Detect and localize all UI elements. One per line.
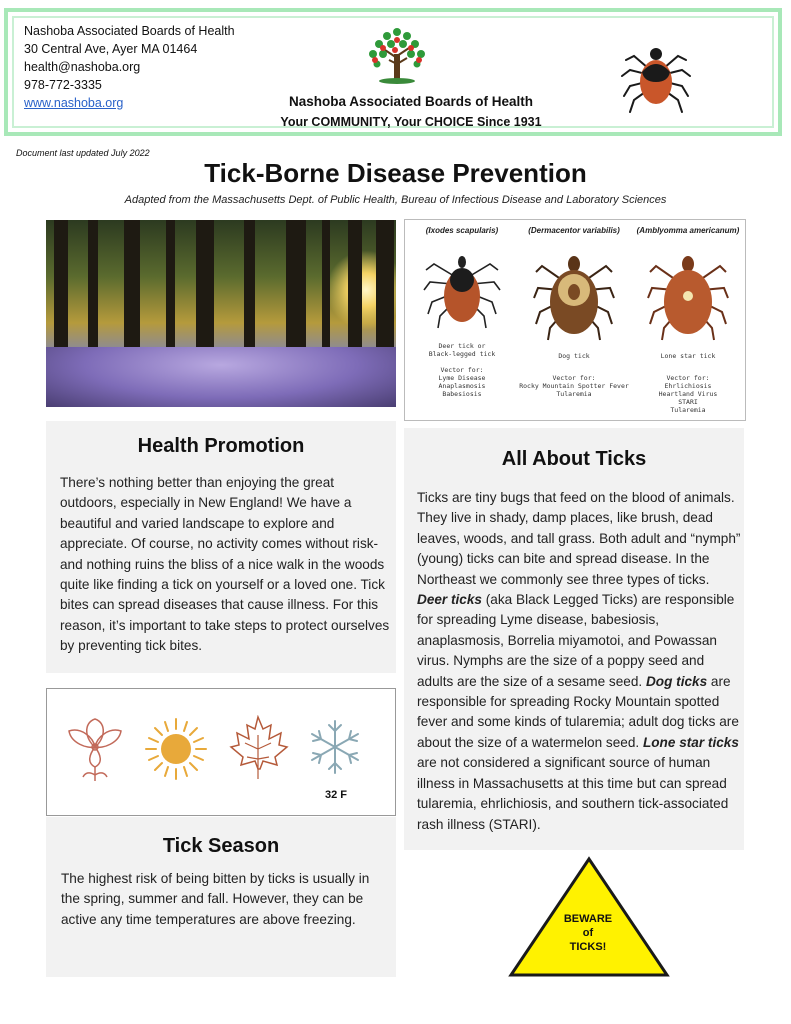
beware-line-3: TICKS! bbox=[569, 941, 607, 953]
contact-address: 30 Central Ave, Ayer MA 01464 bbox=[24, 42, 198, 56]
tick-name-1: Dog tick bbox=[558, 352, 590, 360]
seasons-figure bbox=[46, 688, 396, 816]
deer-tick-icon bbox=[422, 240, 502, 340]
letterhead bbox=[4, 8, 782, 136]
tick-name-1: Deer tick or bbox=[438, 342, 486, 350]
tick-col-dog bbox=[519, 220, 629, 398]
beware-sign-text bbox=[540, 912, 636, 954]
tick-logo-icon bbox=[620, 38, 692, 118]
forest-photo bbox=[46, 220, 396, 407]
page-title: Tick-Borne Disease Prevention bbox=[204, 158, 587, 188]
contact-org: Nashoba Associated Boards of Health bbox=[24, 24, 235, 38]
tick-season-body: The highest risk of being bitten by ticks is usually in the spring, summer and fall. However, they can be active any time temperatures are above freezing. bbox=[61, 871, 370, 927]
flower-icon bbox=[67, 717, 123, 783]
about-ticks-heading: All About Ticks bbox=[501, 448, 647, 470]
vector-label: Vector for: bbox=[552, 374, 596, 382]
tick-species: (Ixodes scapularis) bbox=[425, 226, 499, 235]
sun-icon bbox=[143, 717, 209, 781]
tick-species: (Amblyomma americanum) bbox=[636, 226, 740, 235]
tree-logo-icon bbox=[365, 24, 429, 86]
vector-label: Vector for: bbox=[440, 366, 484, 374]
disease: Tularemia bbox=[556, 390, 592, 398]
tick-species: (Dermacentor variabilis) bbox=[528, 226, 620, 235]
maple-leaf-icon bbox=[227, 715, 289, 781]
about-ticks-body bbox=[417, 488, 743, 835]
disease: Ehrlichiosis bbox=[664, 382, 712, 390]
disease: Anaplasmosis bbox=[438, 382, 486, 390]
tick-col-lone-star bbox=[633, 220, 743, 414]
disease: Lyme Disease bbox=[438, 374, 486, 382]
health-promotion-body: There’s nothing better than enjoying the great outdoors, especially in New England! We have a beautiful and varied landscape to explore and appreciate. Of course, no activity comes without risk- and nothing ruins the bliss of a nice walk in the woods quite like finding a tick on yourself or a loved one. Tick bites can spread diseases that cause illness. For this reason, it’s important to take steps to protect ourselves by preventing tick bites. bbox=[60, 475, 390, 654]
org-tagline: Your COMMUNITY, Your CHOICE Since 1931 bbox=[280, 115, 542, 129]
disease: Heartland Virus bbox=[658, 390, 718, 398]
disease: Rocky Mountain Spotter Fever bbox=[519, 382, 629, 390]
tick-name-1: Lone star tick bbox=[660, 352, 716, 360]
beware-line-1: BEWARE bbox=[563, 913, 613, 925]
org-name: Nashoba Associated Boards of Health bbox=[288, 94, 534, 109]
disease: STARI bbox=[678, 398, 698, 406]
about-text: (aka Black Legged Ticks) are responsible for spreading Lyme disease, babesiosis, anaplasmosis, Borrelia miyamotoi, and Powassan virus. Nymphs are the size of a poppy seed and adults are the size of a sesame seed. bbox=[417, 592, 735, 689]
temperature-label: 32 F bbox=[325, 789, 348, 801]
contact-phone: 978-772-3335 bbox=[24, 78, 102, 92]
about-text: are not considered a significant source of human illness in Massachusetts at this time but can spread tularemia, ehrlichiosis, and southern tick-associated rash illness (STARI). bbox=[417, 755, 729, 832]
org-title-block bbox=[276, 92, 546, 132]
contact-email: health@nashoba.org bbox=[24, 60, 141, 74]
dog-ticks-emphasis: Dog ticks bbox=[645, 673, 708, 689]
health-promotion-panel bbox=[46, 421, 396, 673]
vector-label: Vector for: bbox=[666, 374, 710, 382]
website-link[interactable]: www.nashoba.org bbox=[24, 96, 124, 110]
last-updated-note: Document last updated July 2022 bbox=[16, 148, 150, 158]
bluebell-ground bbox=[46, 347, 396, 407]
page-subtitle: Adapted from the Massachusetts Dept. of Public Health, Bureau of Infectious Disease and Laboratory Sciences bbox=[124, 194, 667, 206]
contact-block bbox=[24, 22, 235, 112]
tick-season-heading: Tick Season bbox=[162, 835, 280, 857]
tick-col-deer bbox=[407, 220, 517, 398]
deer-ticks-emphasis: Deer ticks bbox=[417, 592, 482, 608]
lone-star-tick-icon bbox=[646, 240, 730, 350]
beware-line-2: of bbox=[582, 927, 594, 939]
about-ticks-panel bbox=[404, 428, 744, 850]
about-text: Ticks are tiny bugs that feed on the blood of animals. They live in shady, damp places, like brush, dead leaves, woods, and tall grass. Both adult and “nymph” (young) ticks can bite and spread disease. In the Northeast we commonly see three types of ticks. bbox=[417, 490, 741, 587]
snowflake-icon bbox=[307, 719, 363, 775]
disease: Tularemia bbox=[670, 406, 706, 414]
tick-season-panel bbox=[46, 817, 396, 977]
tick-name-2: Black-legged tick bbox=[428, 350, 496, 358]
dog-tick-icon bbox=[532, 240, 616, 350]
tick-types-figure bbox=[404, 219, 746, 421]
about-text: are responsible for spreading Rocky Mountain spotted fever and some kinds of tularemia; adult dog ticks are about the size of a watermelon seed. bbox=[417, 673, 739, 750]
lone-star-ticks-emphasis: Lone star ticks bbox=[642, 734, 739, 750]
health-promotion-heading: Health Promotion bbox=[137, 435, 305, 457]
disease: Babesiosis bbox=[442, 390, 482, 398]
